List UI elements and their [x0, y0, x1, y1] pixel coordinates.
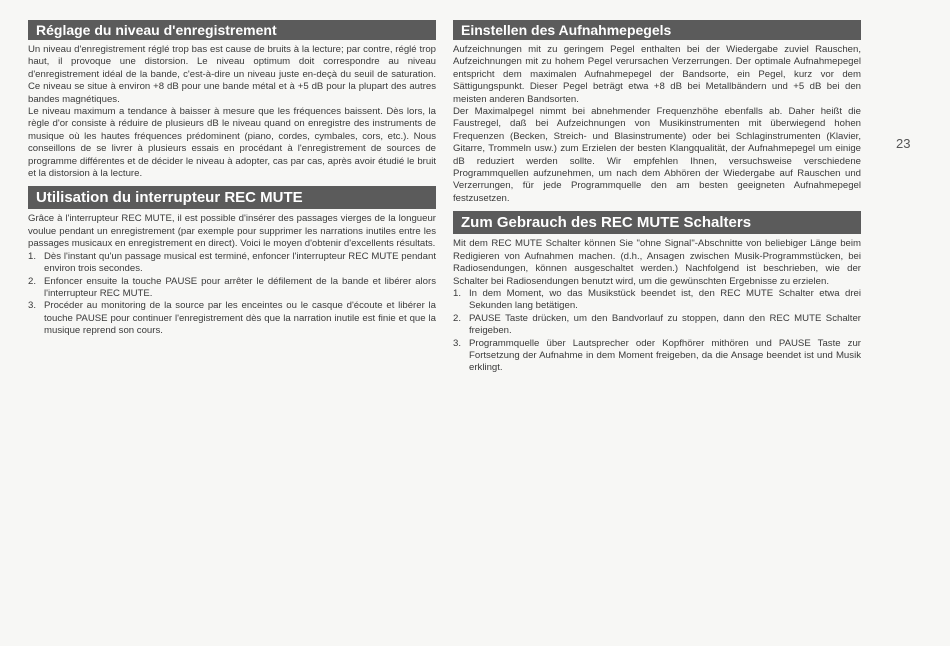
step-number: 3. — [28, 300, 37, 312]
paragraph: Mit dem REC MUTE Schalter können Sie "ohne Signal"-Abschnitte von beliebiger Länge beim Redigieren von Aufnahmen machen. (d.h., Ansagen zwischen Musik-Programmstücken, bei Radiosendungen, können ausgeschaltet werden.) Nachfolgend ist beschrieben, wie der Schalter bei Radiosendungen benutzt wird, um die gewünschten Ergebnisse zu erzielen. — [453, 238, 861, 287]
list-item — [28, 251, 436, 276]
list-item — [453, 313, 861, 338]
list-item — [453, 338, 861, 375]
step-text: In dem Moment, wo das Musikstück beendet ist, den REC MUTE Schalter etwa drei Sekunden lang betätigen. — [469, 287, 861, 312]
list-item — [453, 288, 861, 313]
section-heading-rec-mute-fr: Utilisation du interrupteur REC MUTE — [28, 186, 436, 209]
step-text: PAUSE Taste drücken, um den Bandvorlauf zu stoppen, dann den REC MUTE Schalter freigeben. — [469, 312, 861, 337]
list-item — [28, 300, 436, 337]
section-heading-rec-mute-de: Zum Gebrauch des REC MUTE Schalters — [453, 211, 861, 234]
step-number: 2. — [28, 275, 37, 287]
step-text: Dès l'instant qu'un passage musical est terminé, enfoncer l'interrupteur REC MUTE pendant environ trois secondes. — [44, 250, 436, 275]
step-number: 1. — [453, 287, 462, 299]
paragraph: Un niveau d'enregistrement réglé trop bas est cause de bruits à la lecture; par contre, réglé trop haut, il provoque une distorsion. Le niveau optimum doit correspondre au niveau d'enregistrement idéal de la bande, c'est-à-dire un niveau juste en-deçà du seuil de saturation. Ce niveau se situe à environ +8 dB pour une bande métal et à +5 dB pour la plupart des autres bandes magnétiques. — [28, 44, 436, 105]
step-number: 3. — [453, 337, 462, 349]
paragraph: Der Maximalpegel nimmt bei abnehmender Frequenzhöhe ebenfalls ab. Daher heißt die Faustregel, daß bei Aufzeichnungen von Musikinstrumenten mit überwiegend hohen Frequenzen (Becken, Streich- und Blasinstrumente) oder bei Schlaginstrumenten (Klavier, Gitarre, Trommeln usw.) zum Erzielen der besten Klangqualität, der Aufnahmepegel um einige dB reduziert werden sollte. Wir empfehlen Ihnen, versuchsweise verschiedene Programmquellen aufzunehmen, um nach dem Abhören der Wiedergabe auf Rauschen und Verzerrungen, für jede Programmquelle den am besten geeigneten Aufnahmepegel festzusetzen. — [453, 106, 861, 204]
section-heading-recording-level-fr: Réglage du niveau d'enregistrement — [28, 20, 436, 40]
section-heading-recording-level-de: Einstellen des Aufnahmepegels — [453, 20, 861, 40]
paragraph: Grâce à l'interrupteur REC MUTE, il est possible d'insérer des passages vierges de la longueur voulue pendant un enregistrement (par exemple pour supprimer les narrations inutiles entre les passages musicaux en enregistrement en direct). Voici le moyen d'obtenir d'excellents résultats. — [28, 213, 436, 250]
step-number: 1. — [28, 250, 37, 262]
paragraph: Le niveau maximum a tendance à baisser à mesure que les fréquences baissent. Dès lors, la règle d'or consiste à réduire de plusieurs dB le niveau quand on enregistre des instruments de musique où les hautes fréquences prédominent (piano, cordes, cymbales, cors, etc.). Nous conseillons de se livrer à plusieurs essais en procédant à l'enregistrement de sources de programme différentes et de décider le niveau à adopter, cas par cas, après avoir étudié le bruit et la distorsion à la lecture. — [28, 106, 436, 180]
step-text: Procéder au monitoring de la source par les enceintes ou le casque d'écoute et libérer la touche PAUSE pour continuer l'enregistrement dès que la narration inutile est finie et que la musique reprend son cours. — [44, 300, 436, 337]
step-number: 2. — [453, 312, 462, 324]
list-item — [28, 276, 436, 301]
step-text: Enfoncer ensuite la touche PAUSE pour arrêter le défilement de la bande et libérer alors l'interrupteur REC MUTE. — [44, 275, 436, 299]
german-column — [453, 20, 861, 375]
paragraph: Aufzeichnungen mit zu geringem Pegel enthalten bei der Wiedergabe zuviel Rauschen, Aufzeichnungen mit zu hohem Pegel verursachen Verzerrungen. Der optimale Aufnahmepegel entspricht dem maximalen Aufnahmepegel der Bandsorte, ein Pegel, kurz vor dem Sättigungspunkt. Dieser Pegel beträgt etwa +8 dB bei Metallbändern und +5 dB bei den meisten anderen Bandsorten. — [453, 44, 861, 105]
steps-list-de — [453, 288, 861, 375]
steps-list-fr — [28, 251, 436, 338]
page-number: 23 — [896, 136, 911, 151]
step-text: Programmquelle über Lautsprecher oder Kopfhörer mithören und PAUSE Taste zur Fortsetzung der Aufnahme in dem Moment freigeben, da die Ansage beendet ist und Musik erklingt. — [469, 337, 861, 374]
french-column — [28, 20, 436, 338]
